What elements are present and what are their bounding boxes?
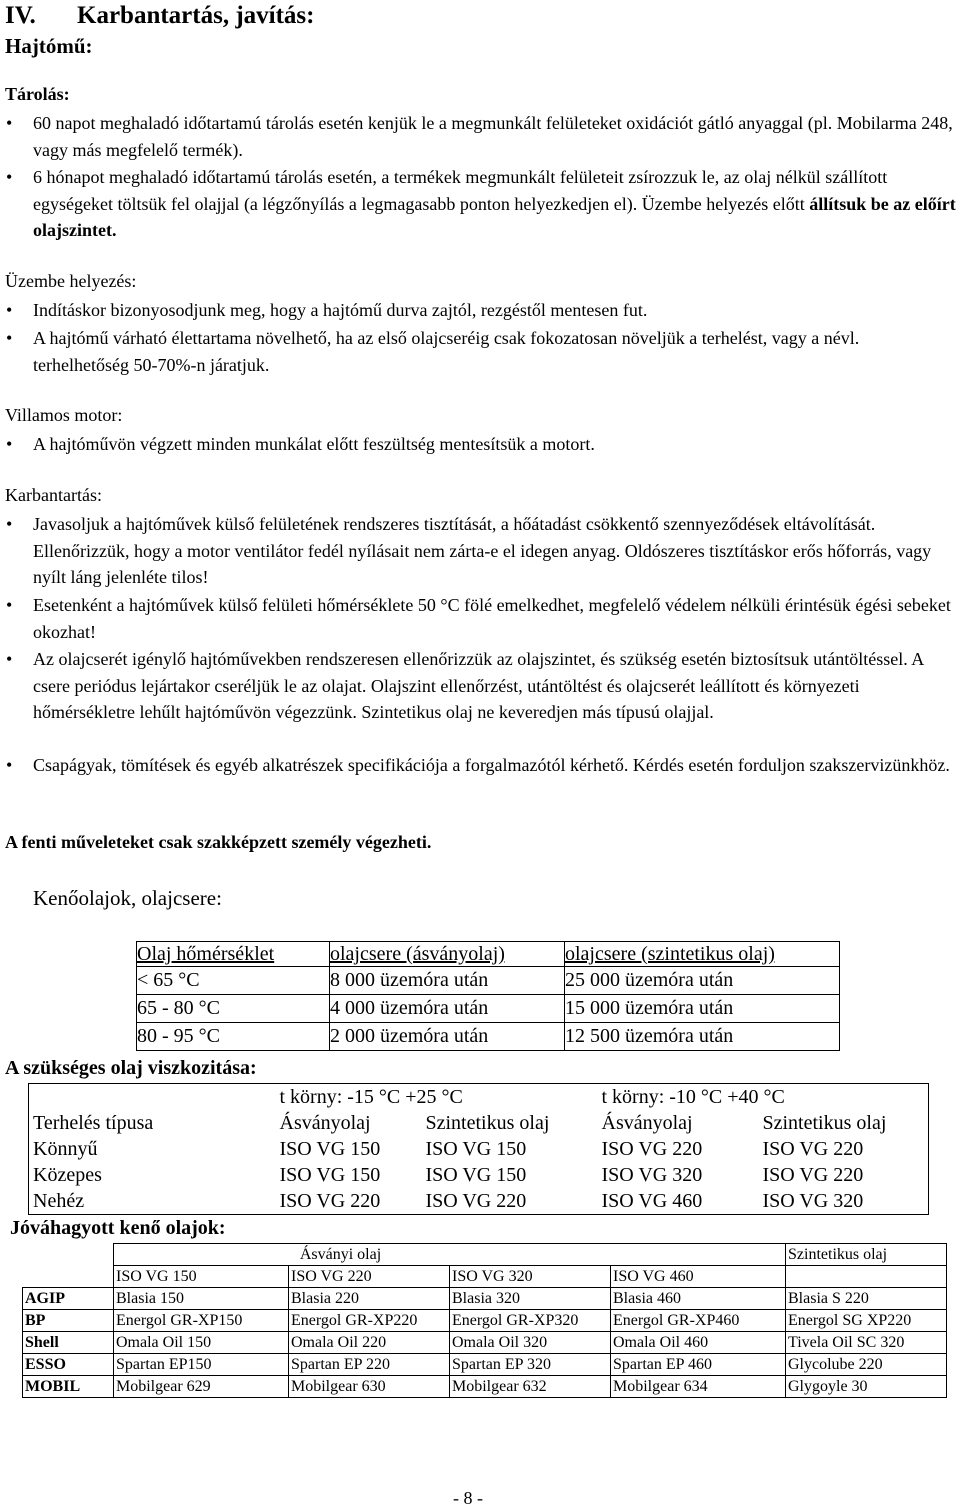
approved-heading: Jóváhagyott kenő olajok: — [10, 1217, 226, 1239]
table-cell: 4 000 üzemóra után — [330, 995, 565, 1023]
table-cell: < 65 °C — [137, 967, 330, 995]
table-cell: Omala Oil 320 — [450, 1332, 611, 1354]
table-header-cell: Szintetikus olaj — [786, 1244, 947, 1266]
bullet-icon: • — [6, 434, 13, 454]
table-cell: ISO VG 220 — [601, 1138, 703, 1160]
storage-item-2 — [33, 164, 958, 244]
bullet-icon: • — [6, 514, 13, 534]
table-cell: ISO VG 150 — [425, 1164, 527, 1186]
table-cell: Energol SG XP220 — [786, 1310, 947, 1332]
table-cell — [23, 1266, 114, 1288]
table-cell: Közepes — [29, 1162, 276, 1188]
storage-item-2-text: 6 hónapot meghaladó időtartamú tárolás esetén, a termékek megmunkált felületeit zsírozzuk le, az olaj nélkül szállított egységeket töltsük fel olajjal (a légzőnyílás a legmagasabb ponton helyezkedjen el). Üzembe helyezés előtt — [33, 167, 888, 214]
table-cell: Glycolube 220 — [786, 1354, 947, 1376]
table-cell: ISO VG 320 — [759, 1188, 929, 1215]
maintenance-heading: Karbantartás: — [5, 485, 102, 505]
viscosity-table — [28, 1083, 929, 1215]
table-header-cell: ISO VG 460 — [611, 1266, 786, 1288]
table-header-cell: t körny: -10 °C +40 °C — [598, 1084, 929, 1111]
table-header-cell: Ásványolaj — [601, 1112, 693, 1134]
storage-item-1: 60 napot meghaladó időtartamú tárolás esetén kenjük le a megmunkált felületeket oxidációt gátló anyaggal (pl. Mobilarma 248, vagy más megfelelő termék). — [33, 113, 953, 160]
table-header-row — [23, 1244, 947, 1266]
chapter-number: IV. — [5, 2, 36, 29]
table-cell: Energol GR-XP320 — [450, 1310, 611, 1332]
table-cell — [29, 1084, 276, 1111]
table-header-cell: Szintetikus olaj — [425, 1112, 550, 1134]
table-cell: ISO VG 150 — [425, 1138, 527, 1160]
maintenance-item-4: Csapágyak, tömítések és egyéb alkatrészek specifikációja a forgalmazótól kérhető. Kérdés esetén forduljon szakszervizünkhöz. — [33, 755, 950, 775]
bullet-icon: • — [6, 167, 13, 187]
table-cell: Blasia 220 — [289, 1288, 450, 1310]
table-header-cell: ISO VG 320 — [450, 1266, 611, 1288]
table-cell: ISO VG 320 — [601, 1164, 703, 1186]
table-cell: Mobilgear 629 — [114, 1376, 289, 1398]
table-row — [137, 995, 840, 1023]
chapter-heading — [5, 2, 314, 30]
table-cell: Spartan EP 460 — [611, 1354, 786, 1376]
table-cell: Mobilgear 634 — [611, 1376, 786, 1398]
table-cell: Spartan EP 320 — [450, 1354, 611, 1376]
brand-cell: Shell — [23, 1332, 114, 1354]
brand-cell: AGIP — [23, 1288, 114, 1310]
bullet-icon: • — [6, 595, 13, 615]
table-cell: 25 000 üzemóra után — [565, 967, 840, 995]
table-cell: Blasia 150 — [114, 1288, 289, 1310]
table-cell: ISO VG 220 — [422, 1188, 598, 1215]
table-cell: Omala Oil 460 — [611, 1332, 786, 1354]
table-cell: Energol GR-XP460 — [611, 1310, 786, 1332]
commissioning-heading: Üzembe helyezés: — [5, 271, 137, 291]
table-row — [29, 1136, 929, 1162]
brand-cell: BP — [23, 1310, 114, 1332]
brand-cell: MOBIL — [23, 1376, 114, 1398]
table-cell: Mobilgear 630 — [289, 1376, 450, 1398]
table-header-row — [23, 1266, 947, 1288]
table-row — [29, 1162, 929, 1188]
motor-item-1: A hajtóművön végzett minden munkálat előtt feszültség mentesítsük a motort. — [33, 434, 595, 454]
table-cell: ISO VG 150 — [279, 1138, 381, 1160]
maintenance-item-3: Az olajcserét igénylő hajtóművekben rendszeresen ellenőrizzük az olajszintet, és szükség esetén biztosítsuk utántöltéssel. A csere periódus lejártakor cseréljük le az olajat. Olajszint ellenőrzést, utántöltést és olajcserét leállított és környezeti hőmérsékletre lehűlt hajtóművön végezzünk. Szintetikus olaj ne keveredjen más típusú olajjal. — [33, 649, 924, 722]
motor-heading: Villamos motor: — [5, 405, 123, 425]
table-row — [23, 1354, 947, 1376]
table-header-cell: ISO VG 150 — [114, 1266, 289, 1288]
bullet-icon: • — [6, 649, 13, 669]
table-row — [23, 1332, 947, 1354]
table-cell: 15 000 üzemóra után — [565, 995, 840, 1023]
lubricants-heading: Kenőolajok, olajcsere: — [33, 886, 222, 910]
commissioning-item-1: Indításkor bizonyosodjunk meg, hogy a hajtómű durva zajtól, rezgéstől mentesen fut. — [33, 300, 648, 320]
maintenance-item-2: Esetenként a hajtóművek külső felületi hőmérséklete 50 °C fölé emelkedhet, megfelelő védelem nélküli érintésük égési sebeket okozhat! — [33, 595, 951, 642]
table-cell: ISO VG 150 — [279, 1164, 381, 1186]
storage-item-2-bold: állítsuk be az előírt olajszintet. — [33, 193, 956, 240]
table-header-row — [29, 1110, 929, 1136]
bullet-icon: • — [6, 755, 13, 775]
viscosity-heading: A szükséges olaj viszkozitása: — [5, 1057, 257, 1079]
table-cell: Mobilgear 632 — [450, 1376, 611, 1398]
table-cell: 80 - 95 °C — [137, 1023, 330, 1051]
table-cell: ISO VG 220 — [759, 1162, 929, 1188]
table-row — [137, 1023, 840, 1051]
table-cell: Spartan EP150 — [114, 1354, 289, 1376]
storage-heading: Tárolás: — [5, 84, 70, 104]
section-subtitle: Hajtómű: — [5, 34, 93, 58]
table-cell: Blasia S 220 — [786, 1288, 947, 1310]
chapter-title: Karbantartás, javítás: — [77, 2, 315, 29]
table-header-cell: Ásványi olaj — [114, 1244, 786, 1266]
page-number: - 8 - — [453, 1488, 483, 1508]
bullet-icon: • — [6, 113, 13, 133]
table-cell: 12 500 üzemóra után — [565, 1023, 840, 1051]
table-header-row — [29, 1084, 929, 1111]
table-cell: 2 000 üzemóra után — [330, 1023, 565, 1051]
table-header-cell: Ásványolaj — [279, 1112, 371, 1134]
table-cell: Omala Oil 220 — [289, 1332, 450, 1354]
approved-oils-table — [22, 1243, 947, 1398]
bullet-icon: • — [6, 328, 13, 348]
table-header-row — [137, 942, 840, 967]
final-note: A fenti műveleteket csak szakképzett személy végezheti. — [5, 832, 432, 852]
table-row — [23, 1288, 947, 1310]
commissioning-item-2: A hajtómű várható élettartama növelhető, ha az első olajcseréig csak fokozatosan növeljük a terhelést, vagy a névl. terhelhetőség 50-70%-n járatjuk. — [33, 328, 860, 375]
table-cell: Omala Oil 150 — [114, 1332, 289, 1354]
table-cell: ISO VG 220 — [276, 1188, 422, 1215]
table-row — [23, 1376, 947, 1398]
table-row — [23, 1310, 947, 1332]
table-header-cell: ISO VG 220 — [289, 1266, 450, 1288]
table-header-cell: Szintetikus olaj — [759, 1110, 929, 1136]
table-cell: Nehéz — [29, 1188, 276, 1215]
table-cell: Tivela Oil SC 320 — [786, 1332, 947, 1354]
table-cell: Könnyű — [29, 1136, 276, 1162]
table-header-cell: Olaj hőmérséklet — [137, 942, 330, 967]
table-cell: Spartan EP 220 — [289, 1354, 450, 1376]
table-cell — [23, 1244, 114, 1266]
table-cell: 65 - 80 °C — [137, 995, 330, 1023]
table-header-cell: Terhelés típusa — [29, 1110, 276, 1136]
table-header-cell: t körny: -15 °C +25 °C — [276, 1084, 598, 1111]
table-cell: Glygoyle 30 — [786, 1376, 947, 1398]
table-cell — [786, 1266, 947, 1288]
table-cell: Blasia 320 — [450, 1288, 611, 1310]
table-header-cell: olajcsere (szintetikus olaj) — [565, 942, 840, 967]
table-cell: Blasia 460 — [611, 1288, 786, 1310]
table-cell: ISO VG 220 — [759, 1136, 929, 1162]
brand-cell: ESSO — [23, 1354, 114, 1376]
table-cell: Energol GR-XP150 — [114, 1310, 289, 1332]
oil-change-table — [136, 941, 840, 1051]
table-cell: Energol GR-XP220 — [289, 1310, 450, 1332]
table-cell: ISO VG 460 — [598, 1188, 759, 1215]
table-row — [29, 1188, 929, 1215]
table-header-cell: olajcsere (ásványolaj) — [330, 942, 565, 967]
table-row — [137, 967, 840, 995]
maintenance-item-1: Javasoljuk a hajtóművek külső felületének rendszeres tisztítását, a hőátadást csökkentő szennyeződések eltávolítását. Ellenőrizzük, hogy a motor ventilátor fedél nyílásait nem zárta-e el idegen anyag. Oldószeres tisztításkor erős hőforrás, vagy nyílt láng jelenléte tilos! — [33, 514, 932, 587]
table-cell: 8 000 üzemóra után — [330, 967, 565, 995]
bullet-icon: • — [6, 300, 13, 320]
